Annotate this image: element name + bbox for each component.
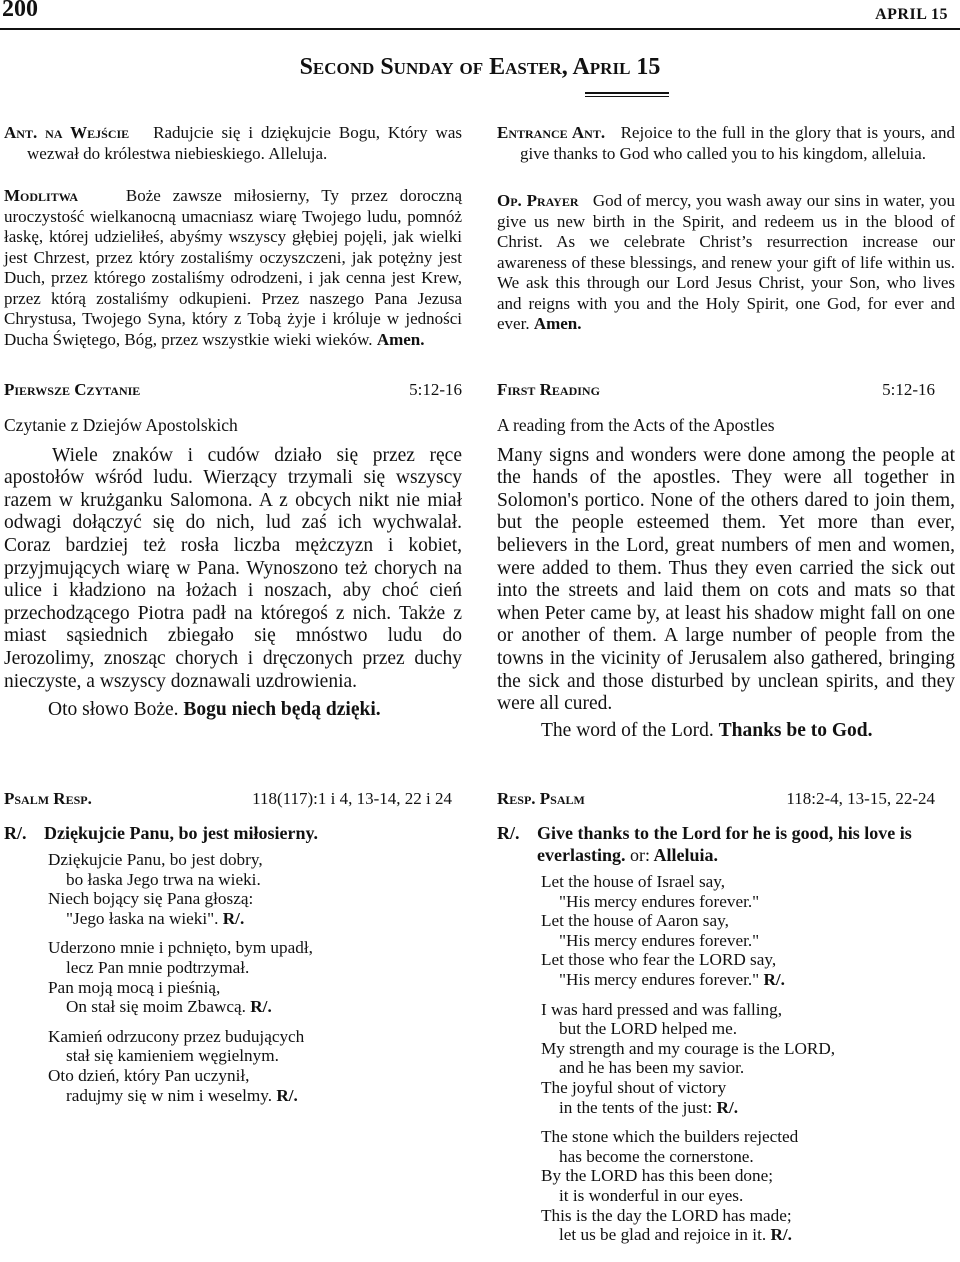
verse-line: Uderzono mnie i pchnięto, bym upadł, [48,938,313,958]
verse-line: lecz Pan mnie podtrzymał. [66,957,250,977]
verse-line: it is wonderful in our eyes. [559,1185,744,1205]
reading-intro: Czytanie z Dziejów Apostolskich [4,415,238,435]
psalm-refrain [497,822,955,866]
reading-text: Wiele znaków i cudów działo się przez ręce apostołów wśród ludu. Wierzący trzymali się wszyscy razem w krużganku Salomona. A z obcych nikt nie miał odwagi dołączyć się do nich, lud zaś ich wychwalał. Coraz bardziej też rosła liczba mężczyzn i kobiet, przyjmujących wiarę w Pana. Wynoszono też chorych na ulice i kładziono na łożach i noszach, aby choć cień przechodzącego Piotra padł na któregoś z nich. Także z miast sąsiednich zbiegało się mnóstwo ludu do Jerozolimy, znosząc chorych i dręczonych przez duchy nieczyste, a wszyscy doznawali uzdrowienia. [4,444,462,692]
reading-ref: 5:12-16 [409,380,462,399]
prayer-label: Modlitwa [4,186,79,205]
verse-line: but the LORD helped me. [559,1019,738,1039]
reading-close: Oto słowo Boże. [48,699,179,721]
psalm-stanza [541,872,955,990]
verse-line: stał się kamieniem węgielnym. [66,1046,279,1066]
running-head: APRIL 15 [875,6,948,23]
psalm-heading-en [497,789,955,809]
opening-prayer-pl [4,186,462,350]
reading-en [497,414,955,742]
psalm-stanza [541,1000,955,1118]
verse-line: I was hard pressed and was falling, [541,999,783,1019]
page-title: Second Sunday of Easter, April 15 [299,54,661,80]
psalm-stanza [48,938,462,1016]
entrance-antiphon-en [497,123,955,164]
verse-line: radujmy się w nim i weselmy. R/. [66,1085,298,1105]
prayer-amen: Amen. [376,329,425,349]
response-marker: R/. [716,1097,739,1117]
psalm-label: Psalm Resp. [4,789,92,808]
reading-ref: 5:12-16 [882,380,935,399]
psalm-stanza [48,850,462,928]
verse-line: Pan moją mocą i pieśnią, [48,977,221,997]
psalm-refrain [4,822,462,844]
header-rule [0,28,960,30]
psalm-stanza [541,1127,955,1245]
reading-closing [4,699,462,722]
psalm-stanza [48,1027,462,1105]
reading-label: Pierwsze Czytanie [4,380,141,399]
title-underline [585,92,669,94]
reading-text: Many signs and wonders were done among the people at the hands of the apostles. They were all together in Solomon's portico. None of the others dared to join them, but the people esteemed them. Yet more than ever, believers in the Lord, great numbers of men and women, were added to them. Thus they even carried the sick out into the streets and laid them on cots and mats so that when Peter came by, at least his shadow might fall on one or another of them. A large number of people from the towns in the vicinity of Jerusalem also gathered, bringing the sick and those disturbed by unclean spirits, and they were all cured. [497,444,955,715]
reading-label: First Reading [497,380,600,399]
psalm-label: Resp. Psalm [497,789,585,808]
reading-intro: A reading from the Acts of the Apostles [497,415,775,435]
verse-line: Kamień odrzucony przez budujących [48,1026,305,1046]
verse-line: Oto dzień, który Pan uczynił, [48,1065,250,1085]
psalm-ref: 118(117):1 i 4, 13-14, 22 i 24 [252,789,452,808]
prayer-label: Op. Prayer [497,191,579,210]
reading-response: Thanks be to God. [718,719,873,741]
verse-line: My strength and my courage is the LORD, [541,1038,836,1058]
response-marker: R/. [770,1225,792,1245]
verse-line: let us be glad and rejoice in it. R/. [559,1225,792,1245]
entrance-antiphon-pl [4,123,462,164]
prayer-text: Boże zawsze miłosierny, Ty przez doroczną uroczystość wielkanocną umacniasz wiarę Twojego ludu, pomnóż łaskę, której udzieliłeś, abyśmy wszyscy głębiej pojęli, jak wielki jest Chrzest, przez który zostaliśmy oczyszczeni, jak potężny jest Duch, przez którego zostaliśmy odrodzeni, i jak cenna jest Krew, przez którą zostaliśmy odkupieni. Przez naszego Pana Jezusa Chrystusa, Twojego Syna, który z Tobą żyje i króluje w jedności Ducha Świętego, Bóg, przez wszystkie wieki wieków. [4,186,462,349]
entrance-label: Entrance Ant. [497,123,606,142]
verse-line: Let those who fear the LORD say, [541,950,777,970]
response-marker: R/. [276,1085,298,1105]
psalm-pl [4,822,462,1105]
refrain-label: R/. [4,823,27,843]
page-number: 200 [2,0,38,22]
verse-line: Let the house of Aaron say, [541,911,729,931]
verse-line: Niech bojący się Pana głoszą: [48,889,254,909]
refrain-label: R/. [497,823,520,843]
reading-closing [497,720,955,743]
title-underline-thin [585,96,669,97]
response-marker: R/. [763,969,785,989]
reading-close: The word of the Lord. [541,719,714,741]
psalm-en [497,822,955,1245]
response-marker: R/. [250,997,272,1017]
verse-line: "His mercy endures forever." [559,891,760,911]
verse-line: The stone which the builders rejected [541,1127,799,1147]
psalm-ref: 118:2-4, 13-15, 22-24 [786,789,935,808]
verse-line: "His mercy endures forever." R/. [559,969,785,989]
verse-line: has become the cornerstone. [559,1146,754,1166]
verse-line: and he has been my savior. [559,1058,745,1078]
psalm-stanzas [4,850,462,1105]
verse-line: in the tents of the just: R/. [559,1097,739,1117]
verse-line: By the LORD has this been done; [541,1166,773,1186]
verse-line: bo łaska Jego trwa na wieki. [66,869,261,889]
reading-heading-pl [4,380,462,400]
entrance-text: Rejoice to the full in the glory that is yours, and give thanks to God who called you to his kingdom, alleluia. [520,123,956,163]
verse-line: Let the house of Israel say, [541,872,726,891]
reading-heading-en [497,380,955,400]
verse-line: "His mercy endures forever." [559,930,760,950]
reading-response: Bogu niech będą dzięki. [183,699,381,721]
opening-prayer-en [497,191,955,335]
psalm-stanzas [497,872,955,1245]
verse-line: On stał się moim Zbawcą. R/. [66,997,272,1017]
verse-line: This is the day the LORD has made; [541,1205,792,1225]
verse-line: The joyful shout of victory [541,1077,727,1097]
reading-pl [4,414,462,722]
response-marker: R/. [222,908,245,928]
verse-line: "Jego łaska na wieki". R/. [66,908,245,928]
refrain-text: Dziękujcie Panu, bo jest miłosierny. [44,823,318,843]
prayer-amen: Amen. [533,314,582,333]
refrain-text: Give thanks to the Lord for he is good, his love is everlasting. or: Alleluia. [537,823,912,865]
verse-line: Dziękujcie Panu, bo jest dobry, [48,850,263,869]
entrance-text: Radujcie się i dziękujcie Bogu, Który was wezwał do królestwa niebieskiego. Alleluja. [27,123,462,163]
prayer-text: God of mercy, you wash away our sins in water, you give us new birth in the Spirit, and redeem us in the blood of Christ. As we celebrate Christ’s resurrection increase our awareness of these blessings, and renew your gift of life within us. We ask this through our Lord Jesus Christ, your Son, who lives and reigns with you and the Holy Spirit, one God, for ever and ever. [497,191,955,333]
entrance-label: Ant. na Wejście [4,123,130,142]
psalm-heading-pl [4,789,462,809]
